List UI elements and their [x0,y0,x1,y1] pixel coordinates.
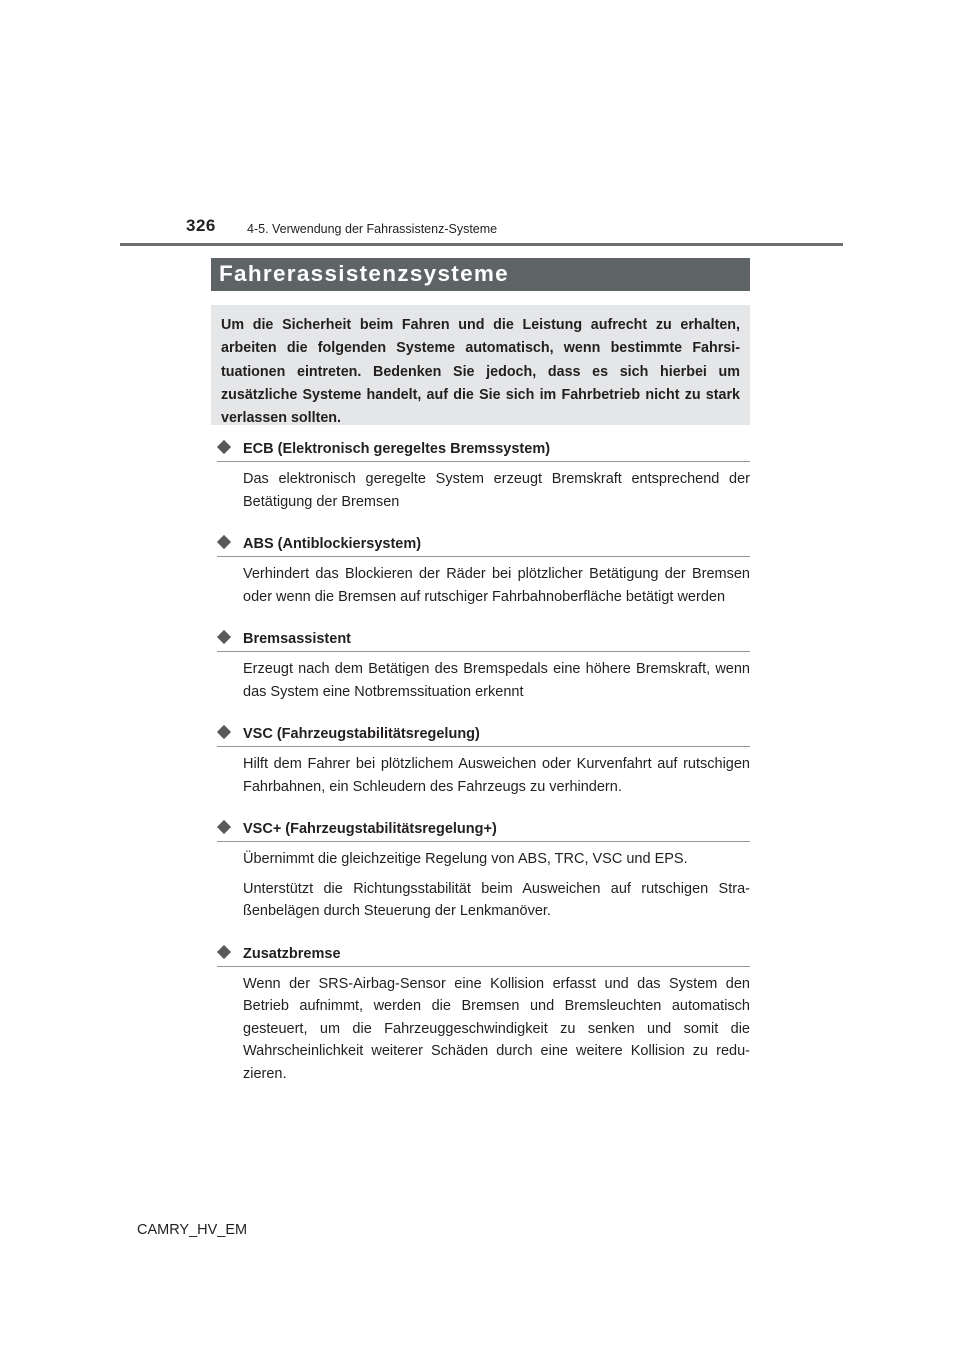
diamond-bullet-icon [217,440,231,454]
item-title: Zusatzbremse [243,945,341,962]
footer-document-code: CAMRY_HV_EM [137,1222,248,1238]
section-title-banner [211,258,750,291]
item-heading [217,816,750,842]
diamond-bullet-icon [217,725,231,739]
diamond-bullet-icon [217,630,231,644]
intro-text: Um die Sicherheit beim Fahren und die Leistung aufrecht zu erhalten, arbeiten die folgenden Systeme automatisch, wenn bestimmte Fahrsituationen eintreten. Bedenken Sie jedoch, dass es sich hierbei um zusätzliche Systeme handelt, auf die Sie sich im Fahrbetrieb nicht zu stark verlassen sollten. [221,317,740,427]
header-divider [120,243,843,246]
item-title: ECB (Elektronisch geregeltes Bremssystem) [243,441,551,457]
intro-box [211,305,750,425]
item-heading [217,941,750,967]
item-description: Das elektronisch geregelte System erzeugt Bremskraft entsprechend der Betätigung der Bremsen [243,471,750,510]
item-description: Erzeugt nach dem Betätigen des Bremspedals eine höhere Bremskraft, wenn das System eine Notbremssituation erkennt [243,661,750,700]
section-breadcrumb: 4-5. Verwendung der Fahrassistenz-Systeme [247,222,498,236]
page-number: 326 [186,216,216,235]
item-heading [217,626,750,652]
diamond-bullet-icon [217,820,231,834]
list-item-zusatzbremse [217,941,750,1086]
item-heading [217,531,750,557]
page-title: Fahrerassistenzsysteme [219,261,509,286]
diamond-bullet-icon [217,535,231,549]
item-title: Bremsassistent [243,631,351,647]
systems-list [217,436,750,1089]
item-description: Wenn der SRS-Airbag-Sensor eine Kollision erfasst und das System den Betrieb aufnimmt, werden die Bremsen und Bremsleuchten automatisch gesteuert, um die Fahrzeuggeschwindigkeit zu senken und somit die Wahrscheinlichkeit weiterer Schäden durch eine weitere Kollision zu reduzieren. [243,975,750,1082]
list-item-ecb [217,436,750,527]
list-item-abs [217,531,750,622]
item-description: Verhindert das Blockieren der Räder bei plötzlicher Betätigung der Bremsen oder wenn die Bremsen auf rutschiger Fahrbahnoberfläche betätigt werden [243,566,750,605]
item-title: ABS (Antiblockiersystem) [243,536,422,552]
list-item-vsc [217,721,750,812]
item-description: Unterstützt die Richtungsstabilität beim Ausweichen auf rutschigen Straßenbelägen durch Steuerung der Lenkmanöver. [243,880,750,919]
diamond-bullet-icon [217,944,231,958]
item-heading [217,436,750,462]
item-title: VSC (Fahrzeugstabilitätsregelung) [243,726,480,742]
list-item-bremsassistent [217,626,750,717]
item-description: Hilft dem Fahrer bei plötzlichem Ausweichen oder Kurvenfahrt auf rutschigen Fahrbahnen, ein Schleudern des Fahrzeugs zu verhindern. [243,756,750,795]
list-item-vsc-plus [217,816,750,937]
item-heading [217,721,750,747]
item-description: Übernimmt die gleichzeitige Regelung von ABS, TRC, VSC und EPS. [243,851,688,867]
item-title: VSC+ (Fahrzeugstabilitätsregelung+) [243,821,497,837]
